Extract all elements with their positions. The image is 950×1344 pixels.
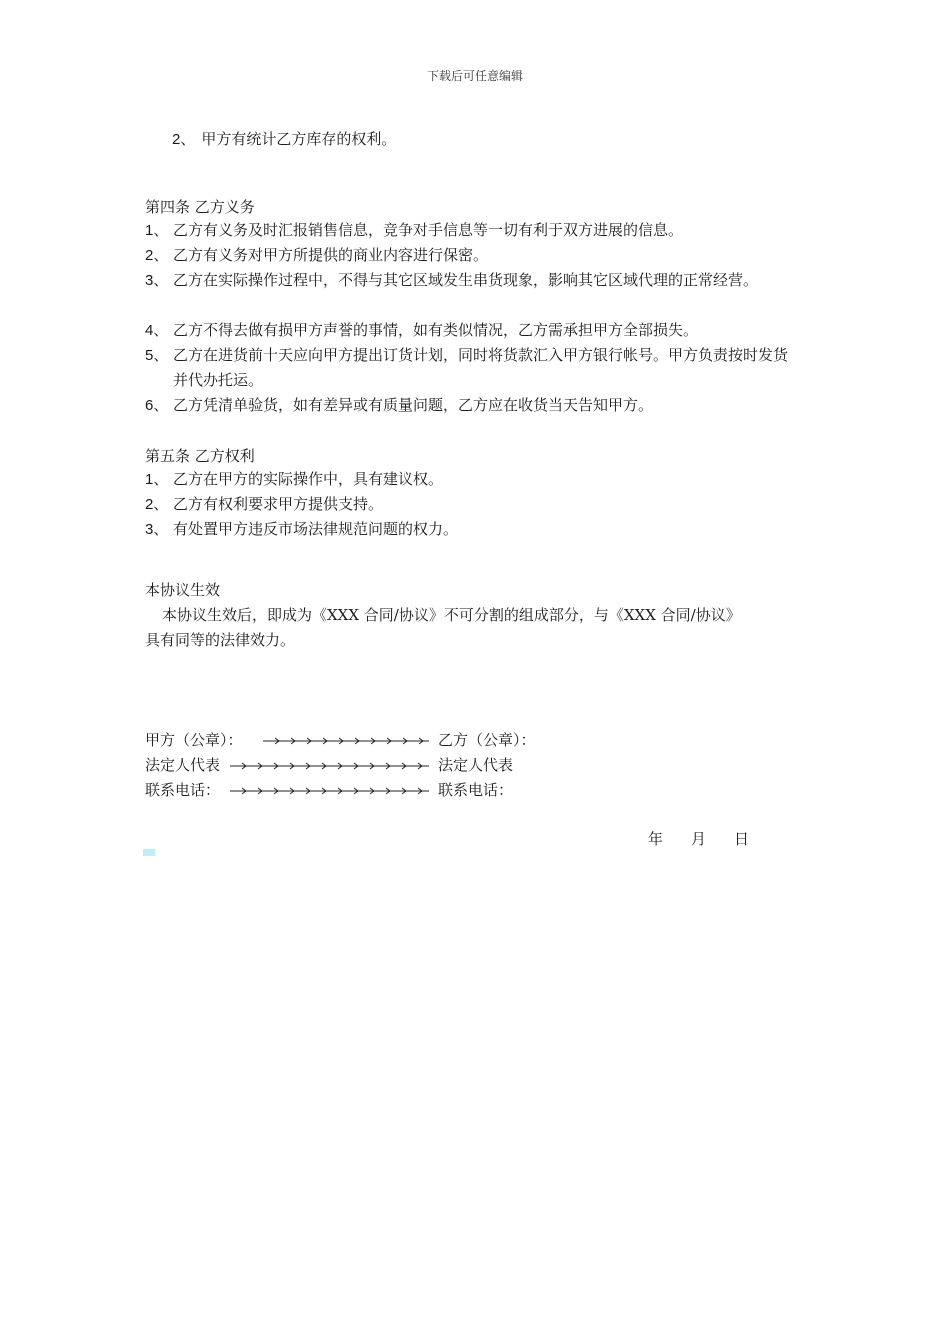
section4-item-6 — [145, 393, 800, 418]
item-number: 2、 — [145, 496, 169, 513]
page-header-note: 下载后可任意编辑 — [426, 69, 523, 83]
section4-item-1 — [145, 218, 800, 243]
date-year: 年 — [648, 830, 664, 848]
party-a-seal-label: 甲方（公章）： — [145, 731, 243, 749]
section5-item-1 — [145, 467, 800, 492]
party-a-phone-label: 联系电话： — [145, 781, 221, 799]
section5-title: 第五条 乙方权利 — [145, 447, 255, 465]
section4-item-5 — [145, 343, 800, 393]
item-number: 1、 — [145, 471, 169, 488]
party-b-phone-label: 联系电话： — [438, 781, 514, 799]
item-number: 6、 — [145, 397, 169, 414]
item-text: 乙方有义务对甲方所提供的商业内容进行保密。 — [173, 246, 489, 264]
date-month: 月 — [691, 830, 707, 848]
date-line — [648, 829, 749, 849]
party-b-rep-label: 法定人代表 — [438, 756, 514, 774]
item-number: 2、 — [172, 131, 196, 148]
item-number: 5、 — [145, 347, 169, 364]
party-a-phone-blank-arrows — [228, 784, 431, 798]
effective-paragraph-line-1: 本协议生效后，即成为《XXX 合同/协议》不可分割的组成部分，与《XXX 合同/协议》 — [162, 606, 741, 624]
item-text: 乙方有权利要求甲方提供支持。 — [173, 495, 384, 513]
section5-item-2 — [145, 492, 800, 517]
party-b-seal-label: 乙方（公章）： — [438, 731, 536, 749]
effective-paragraph-line-2: 具有同等的法律效力。 — [145, 631, 296, 649]
section4-title: 第四条 乙方义务 — [145, 198, 255, 216]
item-text: 乙方不得去做有损甲方声誉的事情，如有类似情况，乙方需承担甲方全部损失。 — [173, 321, 699, 339]
section4-item-2 — [145, 243, 800, 268]
item-text: 乙方凭清单验货，如有差异或有质量问题，乙方应在收货当天告知甲方。 — [173, 396, 654, 414]
item-number: 3、 — [145, 272, 169, 289]
item-number: 4、 — [145, 322, 169, 339]
item-text: 乙方在实际操作过程中，不得与其它区域发生串货现象，影响其它区域代理的正常经营。 — [173, 271, 759, 289]
item-text: 甲方有统计乙方库存的权利。 — [201, 130, 397, 148]
section4-item-3 — [145, 268, 800, 293]
date-day: 日 — [734, 830, 750, 848]
item-text: 乙方在进货前十天应向甲方提出订货计划，同时将货款汇入甲方银行帐号。甲方负责按时发货并代办托运。 — [173, 346, 789, 389]
cursor-marker — [143, 849, 155, 856]
item-text: 有处置甲方违反市场法律规范问题的权力。 — [173, 520, 459, 538]
item-number: 1、 — [145, 222, 169, 239]
item-text: 乙方在甲方的实际操作中，具有建议权。 — [173, 470, 444, 488]
party-a-seal-blank-arrows — [261, 734, 431, 748]
section4-item-4 — [145, 318, 800, 343]
section3-item-2 — [172, 129, 396, 150]
item-number: 2、 — [145, 247, 169, 264]
party-a-rep-blank-arrows — [228, 759, 431, 773]
item-text: 乙方有义务及时汇报销售信息，竞争对手信息等一切有利于双方进展的信息。 — [173, 221, 684, 239]
party-a-rep-label: 法定人代表 — [145, 756, 221, 774]
section5-item-3 — [145, 517, 800, 542]
effective-title: 本协议生效 — [145, 581, 221, 599]
item-number: 3、 — [145, 521, 169, 538]
